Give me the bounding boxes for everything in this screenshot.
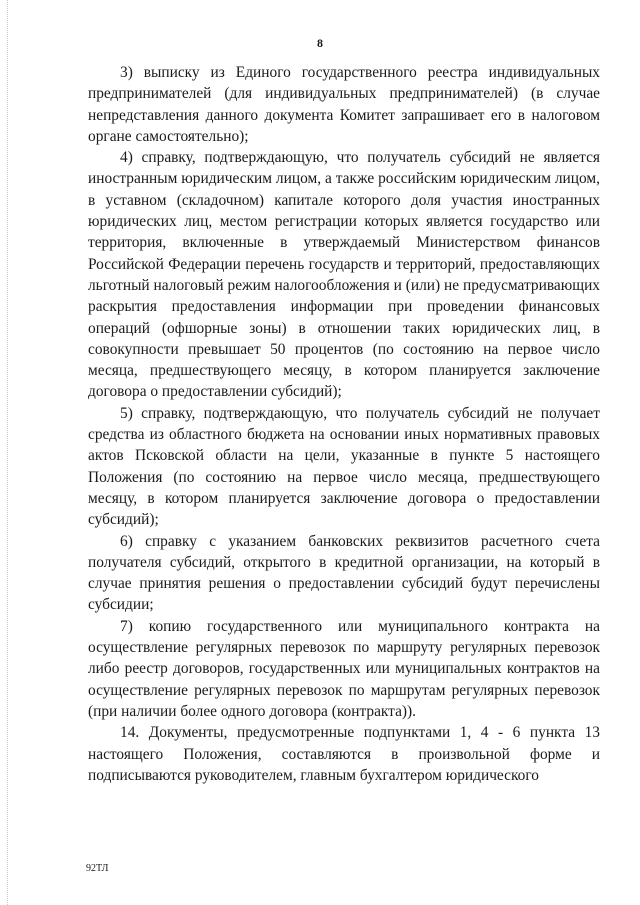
paragraph-item-6: 6) справку с указанием банковских реквизитов расчетного счета получателя субсидий, открытого в кредитной организации, на который в случае принятия решения о предоставлении субсидий будут перечислены субсидии; [88,532,600,614]
paragraph-clause-14: 14. Документы, предусмотренные подпунктами 1, 4 - 6 пункта 13 настоящего Положения, составляются в произвольной форме и подписываются руководителем, главным бухгалтером юридического [88,724,600,784]
paragraph-item-3: 3) выписку из Единого государственного реестра индивидуальных предпринимателей (для индивидуальных предпринимателей) (в случае непредставления данного документа Комитет запрашивает его в налоговом органе самостоятельно); [88,64,600,145]
page-number: 8 [317,36,323,50]
scan-edge-line [7,0,9,905]
paragraph-item-5: 5) справку, подтверждающую, что получатель субсидий не получает средства из областного бюджета на основании иных нормативных правовых актов Псковской области на цели, указанные в пункте 5 настоящего Положения (по состоянию на первое число месяца, предшествующего месяцу, в котором планируется заключение договора о предоставлении субсидий); [88,404,600,529]
paragraph-item-4: 4) справку, подтверждающую, что получатель субсидий не является иностранным юридическим лицом, а также российским юридическим лицом, в уставном (складочном) капитале которого доля участия иностранных юридических лиц, местом регистрации которых является государство или территория, включенные в утверждаемый Министерством финансов Российской Федерации перечень государств и территорий, предоставляющих льготный налоговый режим налогообложения и (или) не предусматривающих раскрытия предоставления информации при проведении финансовых операций (офшорные зоны) в отношении таких юридических лиц, в совокупности превышает 50 процентов (по состоянию на первое число месяца, предшествующего месяцу, в котором планируется заключение договора о предоставлении субсидий); [88,149,600,401]
document-body [88,62,600,786]
paragraph-item-7: 7) копию государственного или муниципального контракта на осуществление регулярных перевозок по маршруту регулярных перевозок либо реестр договоров, государственных или муниципальных контрактов на осуществление регулярных перевозок по маршрутам регулярных перевозок (при наличии более одного договора (контракта)). [88,617,600,720]
document-code: 92ТЛ [86,863,109,874]
